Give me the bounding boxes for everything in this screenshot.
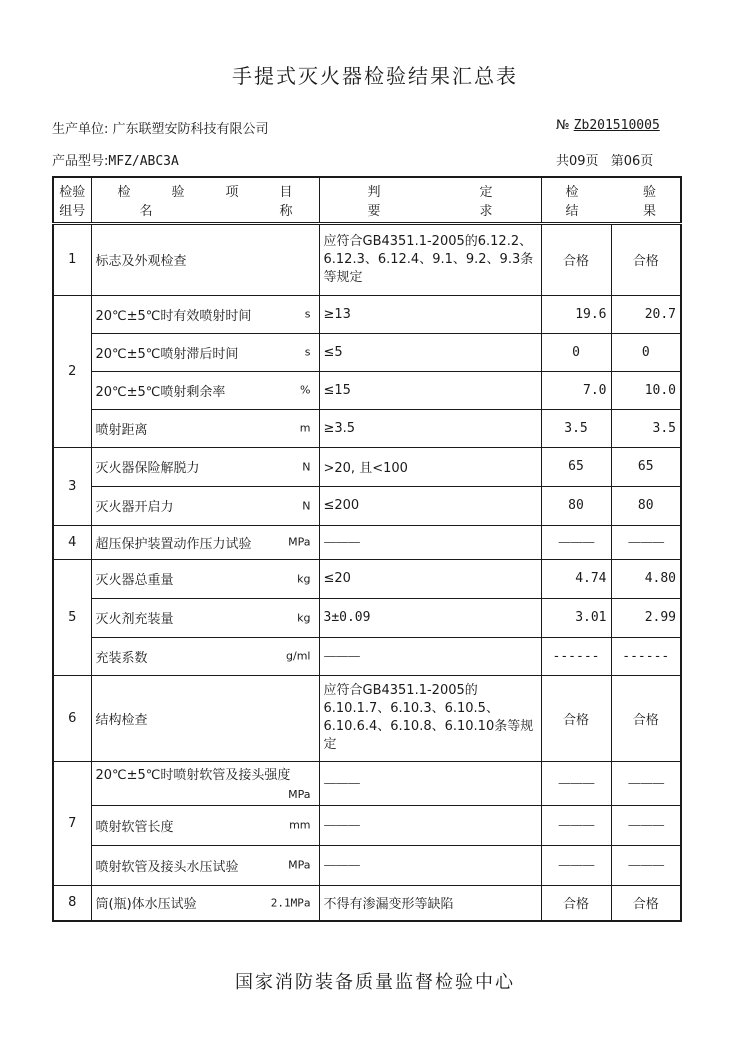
manufacturer-value: 广东联塑安防科技有限公司 (112, 122, 269, 137)
result-1: ——— (541, 525, 611, 559)
item-unit: MPa (288, 535, 311, 549)
table-row (53, 223, 681, 295)
table-row (53, 761, 681, 805)
result-2: 80 (611, 486, 681, 525)
requirement: 应符合GB4351.1-2005的6.10.1.7、6.10.3、6.10.5、6.10.6.4、6.10.8、6.10.10条等规定 (319, 675, 541, 761)
result-1: ------ (541, 637, 611, 675)
result-2: ------ (611, 637, 681, 675)
table-row (53, 845, 681, 885)
result-1: ——— (541, 805, 611, 845)
table-row (53, 598, 681, 637)
requirement: ——— (319, 761, 541, 805)
result-2: 3.5 (611, 409, 681, 447)
table-row (53, 559, 681, 598)
item-unit: s (304, 345, 311, 359)
requirement: ——— (319, 845, 541, 885)
requirement: 应符合GB4351.1-2005的6.12.2、6.12.3、6.12.4、9.1、9.2、9.3条等规定 (319, 223, 541, 295)
group-number: 7 (53, 761, 91, 885)
result-2: ——— (611, 805, 681, 845)
result-1: 0 (541, 333, 611, 371)
item-unit: MPa (288, 787, 311, 801)
page-info (556, 150, 653, 169)
item-unit: m (299, 421, 311, 435)
item-unit: kg (297, 611, 311, 624)
table-row (53, 637, 681, 675)
item-name: 灭火剂充装量 kg (91, 598, 319, 637)
result-2: 2.99 (611, 598, 681, 637)
item-unit: kg (297, 572, 311, 585)
group-number: 3 (53, 447, 91, 525)
document-title: 手提式灭火器检验结果汇总表 (232, 64, 518, 88)
item-unit: % (300, 383, 311, 397)
result-2: ——— (611, 525, 681, 559)
requirement: ≤5 (319, 333, 541, 371)
group-number: 6 (53, 675, 91, 761)
item-unit: s (304, 307, 311, 321)
group-number: 5 (53, 559, 91, 675)
result-1: 19.6 (541, 295, 611, 333)
item-name: 充装系数 g/ml (91, 637, 319, 675)
item-name: 灭火器开启力 N (91, 486, 319, 525)
table-row (53, 486, 681, 525)
report-number (556, 118, 660, 133)
result-2: 4.80 (611, 559, 681, 598)
item-name: 标志及外观检查 (91, 223, 319, 295)
issuing-organization: 国家消防装备质量监督检验中心 (235, 972, 515, 993)
requirement: >20, 且<100 (319, 447, 541, 486)
item-unit: 2.1MPa (270, 896, 311, 910)
result-1: 65 (541, 447, 611, 486)
group-number: 1 (53, 223, 91, 295)
pages-total: 共09页 (556, 154, 599, 169)
table-row (53, 525, 681, 559)
group-number: 4 (53, 525, 91, 559)
table-row (53, 447, 681, 486)
header-result: 检 验 结 果 (541, 177, 681, 223)
requirement: ——— (319, 525, 541, 559)
table-row (53, 675, 681, 761)
requirement: 3±0.09 (319, 598, 541, 637)
item-name: 20℃±5℃喷射滞后时间 s (91, 333, 319, 371)
item-name: 喷射软管及接头水压试验 MPa (91, 845, 319, 885)
table-row (53, 409, 681, 447)
item-name: 20℃±5℃时喷射软管及接头强度 MPa (91, 761, 319, 805)
result-2: ——— (611, 845, 681, 885)
requirement: ——— (319, 637, 541, 675)
requirement: 不得有渗漏变形等缺陷 (319, 885, 541, 921)
manufacturer-label: 生产单位: (52, 122, 109, 137)
item-name: 喷射距离 m (91, 409, 319, 447)
item-unit: N (302, 460, 311, 473)
item-name: 20℃±5℃时有效喷射时间 s (91, 295, 319, 333)
result-1: 7.0 (541, 371, 611, 409)
model-label: 产品型号: (52, 154, 109, 169)
result-1: 合格 (541, 675, 611, 761)
result-2: 20.7 (611, 295, 681, 333)
item-unit: mm (289, 818, 311, 832)
item-name: 灭火器总重量 kg (91, 559, 319, 598)
results-table (52, 176, 682, 922)
requirement: ≤200 (319, 486, 541, 525)
item-name: 结构检查 (91, 675, 319, 761)
manufacturer-line (52, 118, 269, 137)
item-name: 20℃±5℃喷射剩余率 % (91, 371, 319, 409)
table-row (53, 805, 681, 845)
table-header-row (53, 177, 681, 223)
table-row (53, 371, 681, 409)
table-row (53, 295, 681, 333)
model-value: MFZ/ABC3A (108, 154, 179, 169)
model-line (52, 150, 179, 169)
requirement: ≥3.5 (319, 409, 541, 447)
result-1: 合格 (541, 885, 611, 921)
result-1: ——— (541, 845, 611, 885)
result-1: 4.74 (541, 559, 611, 598)
result-2: ——— (611, 761, 681, 805)
item-name: 灭火器保险解脱力 N (91, 447, 319, 486)
result-2: 0 (611, 333, 681, 371)
requirement: ≤20 (319, 559, 541, 598)
page-current: 第06页 (610, 154, 654, 169)
header-group-no: 检验 组号 (53, 177, 91, 223)
item-unit: MPa (288, 858, 311, 872)
table-row (53, 885, 681, 921)
item-name: 筒(瓶)体水压试验 2.1MPa (91, 885, 319, 921)
requirement: ≤15 (319, 371, 541, 409)
header-requirement: 判 定 要 求 (319, 177, 541, 223)
result-1: 3.01 (541, 598, 611, 637)
result-2: 合格 (611, 675, 681, 761)
item-unit: N (302, 499, 311, 512)
header-item: 检 验 项 目 名 称 (91, 177, 319, 223)
result-2: 合格 (611, 885, 681, 921)
group-number: 8 (53, 885, 91, 921)
result-2: 10.0 (611, 371, 681, 409)
requirement: ≥13 (319, 295, 541, 333)
report-no-value: Zb201510005 (573, 118, 660, 133)
result-2: 合格 (611, 223, 681, 295)
item-unit: g/ml (286, 649, 311, 663)
report-no-prefix: № (556, 118, 570, 133)
result-1: 合格 (541, 223, 611, 295)
item-name: 喷射软管长度 mm (91, 805, 319, 845)
requirement: ——— (319, 805, 541, 845)
result-1: 80 (541, 486, 611, 525)
result-2: 65 (611, 447, 681, 486)
table-row (53, 333, 681, 371)
group-number: 2 (53, 295, 91, 447)
item-name: 超压保护装置动作压力试验 MPa (91, 525, 319, 559)
result-1: ——— (541, 761, 611, 805)
result-1: 3.5 (541, 409, 611, 447)
